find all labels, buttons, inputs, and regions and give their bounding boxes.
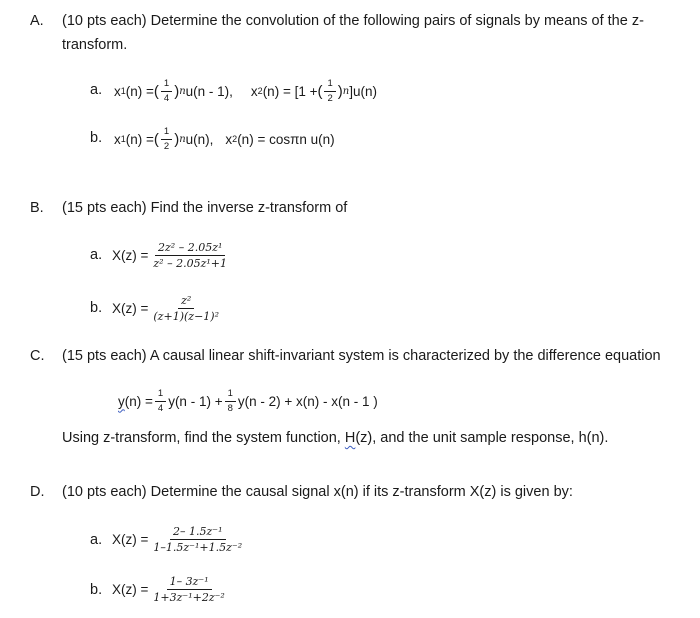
d-b-fraction [150, 576, 227, 603]
section-a-heading-cont: transform. [62, 37, 128, 53]
x1-subscript: 1 [120, 86, 126, 96]
x2-subscript: 2 [232, 134, 238, 144]
x2-rest: (n) = cosπn u(n) [237, 131, 335, 147]
a-item-b-equation [114, 124, 335, 154]
denominator: (z+1)(z−1)² [153, 309, 219, 323]
a-item-a-label: a. [90, 82, 103, 98]
x2-symbol: x [225, 131, 233, 147]
open-paren: ( [153, 82, 159, 100]
question-pre: Using z-transform, find the system function, [62, 430, 345, 446]
d-item-a-label: a. [90, 532, 103, 548]
difference-equation [118, 385, 378, 417]
close-paren: ) [174, 82, 180, 100]
close-paren: ) [337, 82, 343, 100]
denominator: z² – 2.05z¹+1 [153, 256, 228, 270]
numerator: 2z² – 2.05z¹ [155, 242, 225, 256]
b-item-a-equation [112, 236, 232, 274]
x1-subscript: 1 [120, 134, 126, 144]
x1-argument: (n) = [125, 83, 154, 99]
section-b-heading: (15 pts each) Find the inverse z-transform of [62, 200, 348, 216]
section-d-letter: D. [30, 484, 45, 500]
section-c-letter: C. [30, 348, 45, 364]
fraction-half: $\frac{1}{2}$ [161, 127, 172, 151]
numerator: 2– 1.5z⁻¹ [170, 526, 226, 540]
section-d-heading: (10 pts each) Determine the causal signal x(n) if its z-transform X(z) is given by: [62, 484, 573, 500]
b-item-b-equation [112, 289, 224, 327]
b-item-b-label: b. [90, 300, 103, 316]
fraction-quarter: $\frac{1}{4}$ [161, 79, 172, 103]
x2-subscript: 2 [257, 86, 263, 96]
power-n: n [342, 85, 350, 97]
d-item-b-label: b. [90, 582, 103, 598]
open-paren: ( [317, 82, 323, 100]
term-2: y(n - 2) + x(n) - x(n - 1 ) [237, 393, 378, 409]
term-1: y(n - 1) + [168, 393, 223, 409]
denominator: 1–1.5z⁻¹+1.5z⁻² [153, 540, 243, 554]
d-item-b-equation [112, 570, 230, 608]
x2-symbol: x [250, 83, 258, 99]
open-paren: ( [153, 130, 159, 148]
section-c-heading: (15 pts each) A causal linear shift-invariant system is characterized by the difference equation [62, 348, 661, 364]
fraction-half: $\frac{1}{2}$ [324, 79, 335, 103]
b-b-fraction [150, 295, 222, 322]
x1-tail: u(n), [185, 131, 214, 147]
x2-tail: ]u(n) [349, 83, 377, 99]
xz-lhs: X(z) = [112, 581, 149, 597]
fraction-quarter: $\frac{1}{4}$ [155, 389, 166, 413]
denominator: 1+3z⁻¹+2z⁻² [153, 590, 225, 604]
question-rest: (z), and the unit sample response, h(n). [355, 430, 609, 446]
x1-tail: u(n - 1), [185, 83, 233, 99]
power-n: n [179, 85, 186, 97]
lhs-rest: (n) = [124, 393, 153, 409]
h-symbol: H [344, 430, 356, 446]
d-a-fraction [150, 526, 245, 553]
section-c-question [62, 430, 608, 446]
xz-lhs: X(z) = [112, 247, 149, 263]
a-item-a-equation [114, 76, 377, 106]
numerator: z² [178, 295, 194, 309]
x1-symbol: x [114, 83, 121, 99]
fraction-eighth: $\frac{1}{8}$ [225, 389, 236, 413]
xz-lhs: X(z) = [112, 300, 149, 316]
close-paren: ) [174, 130, 180, 148]
x1-argument: (n) = [125, 131, 154, 147]
b-item-a-label: a. [90, 247, 103, 263]
power-n: n [179, 133, 186, 145]
numerator: 1– 3z⁻¹ [167, 576, 212, 590]
x1-symbol: x [114, 131, 121, 147]
d-item-a-equation [112, 520, 247, 558]
b-a-fraction [150, 242, 230, 269]
y-symbol: y [118, 393, 125, 409]
section-a-heading: (10 pts each) Determine the convolution of the following pairs of signals by means of the z- [62, 13, 644, 29]
section-b-letter: B. [30, 200, 44, 216]
xz-lhs: X(z) = [112, 531, 149, 547]
section-a-letter: A. [30, 13, 44, 29]
x2-argument: (n) = [1 + [262, 83, 318, 99]
a-item-b-label: b. [90, 130, 103, 146]
